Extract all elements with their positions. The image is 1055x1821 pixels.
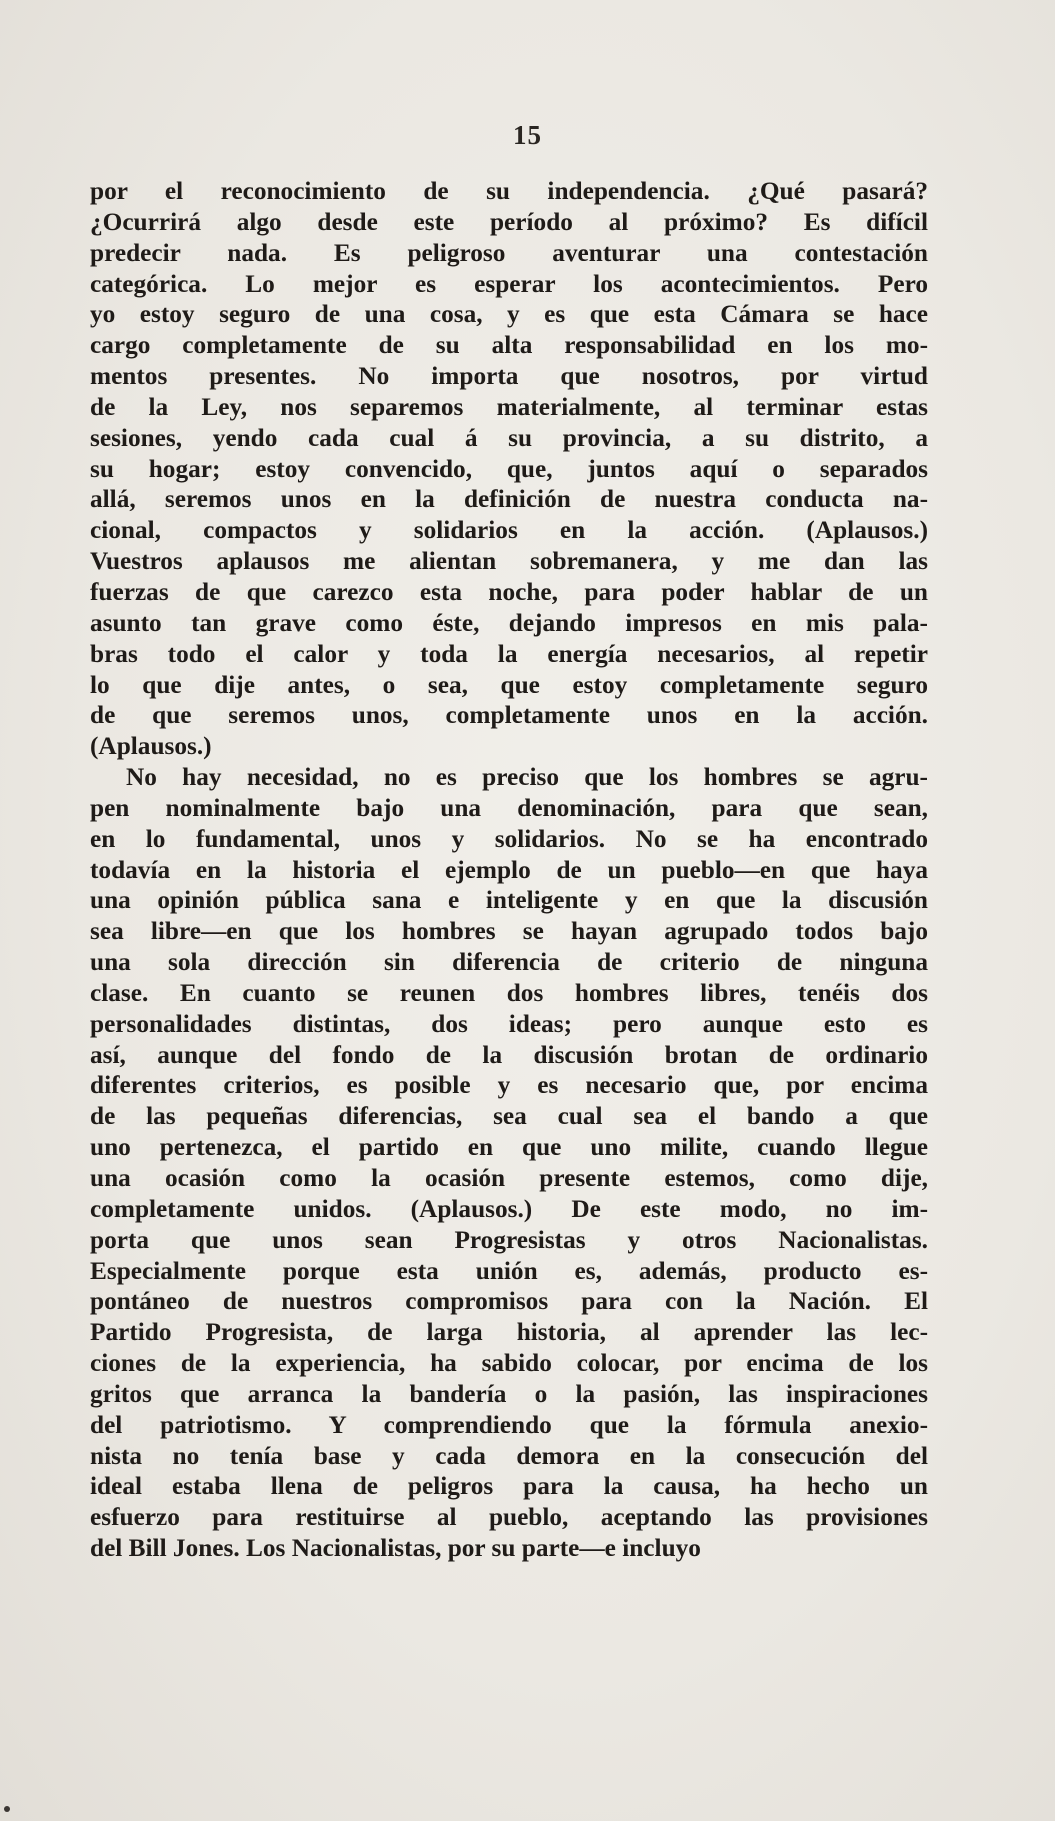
text-line: una sola dirección sin diferencia de criterio de ninguna	[90, 948, 928, 977]
page-number: 15	[513, 120, 542, 150]
text-line: así, aunque del fondo de la discusión brotan de ordinario	[90, 1040, 928, 1069]
text-line: diferentes criterios, es posible y es necesario que, por encima	[90, 1071, 928, 1100]
text-line: yo estoy seguro de una cosa, y es que esta Cámara se hace	[90, 300, 928, 329]
text-line: cargo completamente de su alta responsabilidad en los mo-	[90, 331, 928, 360]
text-line: cional, compactos y solidarios en la acción. (Aplausos.)	[90, 516, 928, 545]
text-line: allá, seremos unos en la definición de nuestra conducta na-	[90, 485, 928, 514]
text-line: su hogar; estoy convencido, que, juntos aquí o separados	[90, 454, 928, 483]
text-line: bras todo el calor y toda la energía necesarios, al repetir	[90, 639, 928, 668]
text-line: mentos presentes. No importa que nosotros, por virtud	[90, 362, 928, 391]
text-line: ¿Ocurrirá algo desde este período al próximo? Es difícil	[90, 207, 928, 236]
text-line: completamente unidos. (Aplausos.) De este modo, no im-	[90, 1194, 928, 1223]
text-line: uno pertenezca, el partido en que uno milite, cuando llegue	[90, 1133, 928, 1162]
text-line: ciones de la experiencia, ha sabido colocar, por encima de los	[90, 1349, 928, 1378]
text-line: predecir nada. Es peligroso aventurar una contestación	[90, 238, 928, 267]
text-line: de que seremos unos, completamente unos en la acción.	[90, 701, 928, 730]
text-line: nista no tenía base y cada demora en la consecución del	[90, 1441, 928, 1470]
scan-mark	[4, 1806, 10, 1812]
text-line: porta que unos sean Progresistas y otros Nacionalistas.	[90, 1225, 928, 1254]
paragraph	[90, 762, 928, 1564]
text-line: una ocasión como la ocasión presente estemos, como dije,	[90, 1164, 928, 1192]
text-line: por el reconocimiento de su independencia. ¿Qué pasará?	[90, 177, 928, 205]
text-line: fuerzas de que carezco esta noche, para poder hablar de un	[90, 577, 928, 606]
text-line: una opinión pública sana e inteligente y en que la discusión	[90, 886, 928, 915]
text-line: Vuestros aplausos me alientan sobremanera, y me dan las	[90, 547, 928, 576]
text-line: del patriotismo. Y comprendiendo que la fórmula anexio-	[90, 1410, 928, 1439]
text-line: personalidades distintas, dos ideas; pero aunque esto es	[90, 1009, 928, 1038]
text-line: No hay necesidad, no es preciso que los hombres se agru-	[126, 763, 928, 792]
text-line: de la Ley, nos separemos materialmente, al terminar estas	[90, 392, 928, 421]
text-line: ideal estaba llena de peligros para la causa, ha hecho un	[90, 1472, 928, 1501]
text-line: de las pequeñas diferencias, sea cual sea el bando a que	[90, 1102, 928, 1131]
text-line: lo que dije antes, o sea, que estoy completamente seguro	[90, 670, 928, 699]
text-line: gritos que arranca la bandería o la pasión, las inspiraciones	[90, 1379, 928, 1408]
text-line: categórica. Lo mejor es esperar los acontecimientos. Pero	[90, 269, 928, 298]
text-line: asunto tan grave como éste, dejando impresos en mis pala-	[90, 608, 928, 637]
text-line: sesiones, yendo cada cual á su provincia, a su distrito, a	[90, 423, 928, 452]
text-line: esfuerzo para restituirse al pueblo, aceptando las provisiones	[90, 1503, 928, 1532]
text-line: (Aplausos.)	[90, 732, 212, 761]
text-line: Partido Progresista, de larga historia, al aprender las lec-	[90, 1318, 928, 1347]
text-line: del Bill Jones. Los Nacionalistas, por su parte—e incluyo	[90, 1534, 701, 1563]
paragraph	[90, 176, 928, 762]
text-line: Especialmente porque esta unión es, además, producto es-	[90, 1256, 928, 1285]
text-line: todavía en la historia el ejemplo de un pueblo—en que haya	[90, 855, 928, 884]
text-line: sea libre—en que los hombres se hayan agrupado todos bajo	[90, 917, 928, 946]
text-line: en lo fundamental, unos y solidarios. No se ha encontrado	[90, 824, 928, 853]
text-line: clase. En cuanto se reunen dos hombres libres, tenéis dos	[90, 978, 928, 1007]
text-line: pontáneo de nuestros compromisos para con la Nación. El	[90, 1287, 928, 1316]
body-text	[90, 176, 928, 1564]
text-line: pen nominalmente bajo una denominación, para que sean,	[90, 793, 928, 822]
